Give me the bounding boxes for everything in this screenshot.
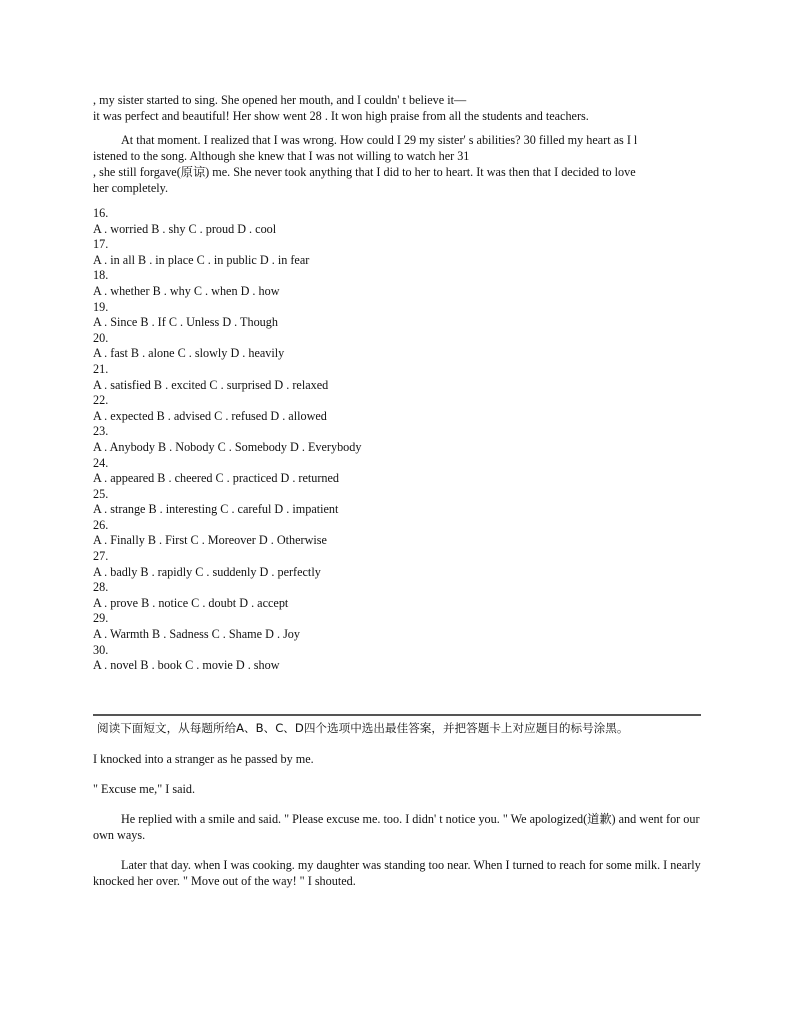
question-number: 25. xyxy=(93,486,109,501)
question-item xyxy=(93,487,703,518)
question-item xyxy=(93,206,703,237)
question-options: A . Since B . If C . Unless D . Though xyxy=(93,315,278,330)
question-options: A . prove B . notice C . doubt D . accept xyxy=(93,595,289,610)
question-item xyxy=(93,331,703,362)
question-number: 18. xyxy=(93,268,109,283)
passage-line: istened to the song. Although she knew that I was not willing to watch her 31 xyxy=(93,149,470,163)
passage-line: , my sister started to sing. She opened her mouth, and I couldn' t believe it— xyxy=(93,93,467,107)
question-number: 27. xyxy=(93,549,109,564)
passage-two xyxy=(93,720,703,889)
passage-one xyxy=(93,92,703,674)
question-number: 30. xyxy=(93,642,109,657)
question-options: A . badly B . rapidly C . suddenly D . perfectly xyxy=(93,564,321,579)
question-item xyxy=(93,518,703,549)
passage-paragraph: Later that day. when I was cooking. my daughter was standing too near. When I turned to reach for some milk. I nearly knocked her over. " Move out of the way! " I shouted. xyxy=(93,858,701,888)
question-item xyxy=(93,268,703,299)
question-options: A . Finally B . First C . Moreover D . Otherwise xyxy=(93,533,327,548)
passage-paragraph: " Excuse me," I said. xyxy=(93,782,196,796)
question-item xyxy=(93,362,703,393)
question-options: A . Warmth B . Sadness C . Shame D . Joy xyxy=(93,627,300,642)
question-number: 28. xyxy=(93,580,109,595)
question-number: 19. xyxy=(93,299,109,314)
question-options: A . worried B . shy C . proud D . cool xyxy=(93,221,277,236)
question-item xyxy=(93,549,703,580)
question-item xyxy=(93,643,703,674)
question-number: 24. xyxy=(93,455,109,470)
passage-paragraph: I knocked into a stranger as he passed by me. xyxy=(93,752,314,766)
question-number: 17. xyxy=(93,237,109,252)
question-number: 29. xyxy=(93,611,109,626)
question-item xyxy=(93,237,703,268)
passage-line: it was perfect and beautiful! Her show went 28 . It won high praise from all the students and teachers. xyxy=(93,109,589,123)
question-item xyxy=(93,580,703,611)
question-options: A . satisfied B . excited C . surprised D . relaxed xyxy=(93,377,329,392)
question-options: A . in all B . in place C . in public D . in fear xyxy=(93,252,310,267)
question-item xyxy=(93,456,703,487)
question-options: A . appeared B . cheered C . practiced D . returned xyxy=(93,471,340,486)
question-list xyxy=(93,206,703,674)
question-item xyxy=(93,611,703,642)
question-options: A . Anybody B . Nobody C . Somebody D . Everybody xyxy=(93,439,362,454)
question-options: A . fast B . alone C . slowly D . heavily xyxy=(93,346,285,361)
section-divider xyxy=(93,714,701,716)
question-options: A . strange B . interesting C . careful D . impatient xyxy=(93,502,339,517)
question-number: 16. xyxy=(93,206,109,220)
question-number: 26. xyxy=(93,517,109,532)
passage-line: At that moment. I realized that I was wrong. How could I 29 my sister' s abilities? 30 filled my heart as I l xyxy=(121,133,638,147)
question-options: A . whether B . why C . when D . how xyxy=(93,283,280,298)
question-number: 23. xyxy=(93,424,109,439)
question-options: A . novel B . book C . movie D . show xyxy=(93,658,280,673)
passage-paragraph: He replied with a smile and said. " Please excuse me. too. I didn' t notice you. " We apologized(道歉) and went for our own ways. xyxy=(93,812,700,842)
question-item xyxy=(93,393,703,424)
question-item xyxy=(93,424,703,455)
passage-line: , she still forgave(原谅) me. She never took anything that I did to her to heart. It was then that I decided to love xyxy=(93,165,636,179)
question-number: 22. xyxy=(93,393,109,408)
section-instruction: 阅读下面短文，从每题所给A、B、C、D四个选项中选出最佳答案，并把答题卡上对应题目的标号涂黑。 xyxy=(97,721,629,735)
question-number: 21. xyxy=(93,361,109,376)
question-item xyxy=(93,300,703,331)
question-options: A . expected B . advised C . refused D . allowed xyxy=(93,408,327,423)
question-number: 20. xyxy=(93,330,109,345)
passage-line: her completely. xyxy=(93,181,169,195)
